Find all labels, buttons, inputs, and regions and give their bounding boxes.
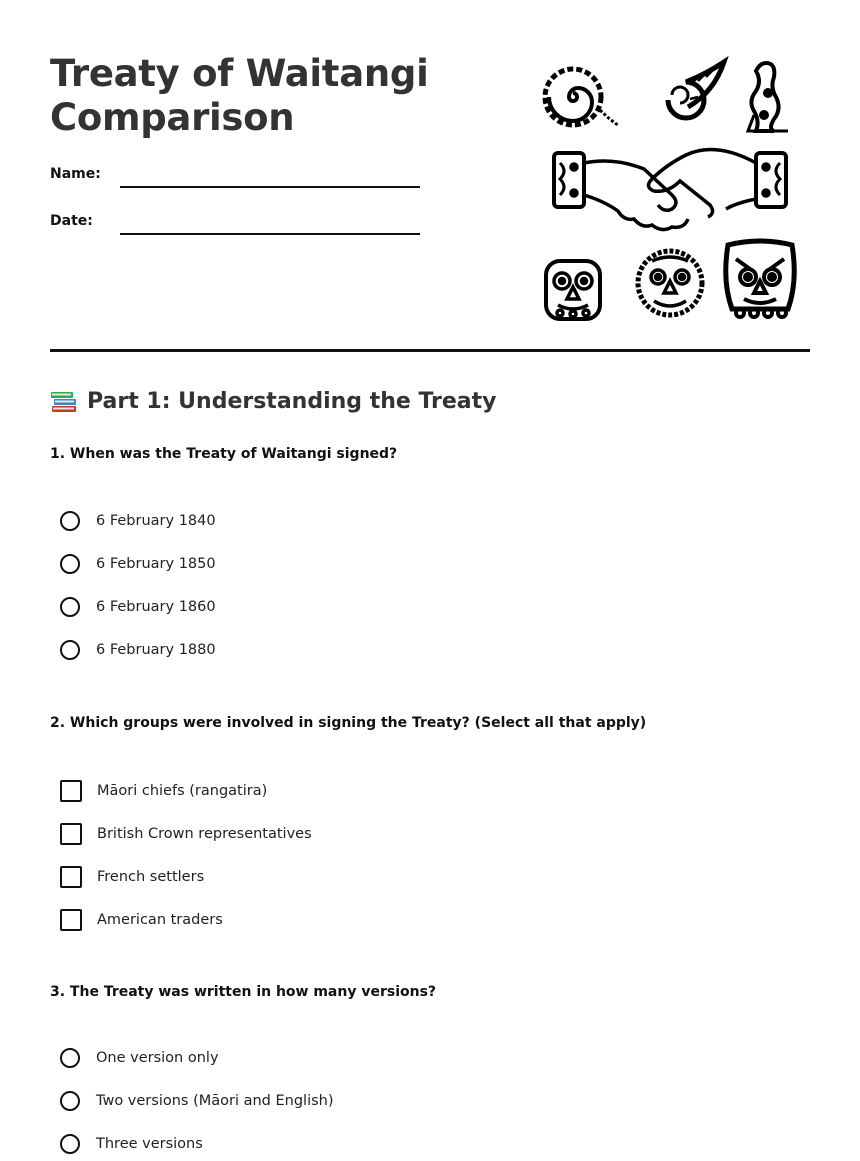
q2-option-4[interactable]: [60, 909, 223, 931]
round-mask-icon: [638, 251, 702, 315]
option-label: British Crown representatives: [97, 826, 312, 842]
date-field-line[interactable]: [120, 233, 420, 235]
koru-spiral-icon: [545, 69, 618, 125]
option-label: American traders: [97, 912, 223, 928]
radio-button[interactable]: [60, 511, 80, 531]
tiki-face-icon: [546, 261, 600, 319]
q3-option-3[interactable]: [60, 1134, 203, 1154]
option-label: Māori chiefs (rangatira): [97, 783, 268, 799]
radio-button[interactable]: [60, 1091, 80, 1111]
question-3: 3. The Treaty was written in how many versions?: [50, 984, 437, 1000]
q1-option-2[interactable]: [60, 554, 216, 574]
option-label: One version only: [96, 1050, 219, 1066]
question-1: 1. When was the Treaty of Waitangi signed?: [50, 446, 398, 462]
handshake-icon: [554, 150, 786, 230]
option-label: 6 February 1840: [96, 513, 216, 529]
radio-button[interactable]: [60, 1134, 80, 1154]
option-label: French settlers: [97, 869, 205, 885]
section-title: [50, 388, 497, 414]
option-label: 6 February 1860: [96, 599, 216, 615]
q1-option-4[interactable]: [60, 640, 216, 660]
date-label: Date:: [50, 213, 93, 229]
name-field-line[interactable]: [120, 186, 420, 188]
radio-button[interactable]: [60, 1048, 80, 1068]
question-2: 2. Which groups were involved in signing the Treaty? (Select all that apply): [50, 715, 647, 731]
q2-option-1[interactable]: [60, 780, 267, 802]
option-label: 6 February 1850: [96, 556, 216, 572]
option-label: Two versions (Māori and English): [96, 1093, 334, 1109]
header-divider: [50, 349, 810, 352]
page-title: [50, 52, 428, 140]
q3-option-2[interactable]: [60, 1091, 334, 1111]
carved-mask-icon: [726, 241, 795, 317]
checkbox[interactable]: [60, 909, 82, 931]
q2-option-3[interactable]: [60, 866, 204, 888]
fern-frond-icon: [668, 62, 724, 118]
carved-figure-icon: [748, 63, 788, 131]
q1-option-3[interactable]: [60, 597, 216, 617]
books-icon: [50, 388, 78, 414]
option-label: Three versions: [96, 1136, 203, 1152]
q3-option-1[interactable]: [60, 1048, 219, 1068]
q2-option-2[interactable]: [60, 823, 312, 845]
q1-option-1[interactable]: [60, 511, 216, 531]
checkbox[interactable]: [60, 866, 82, 888]
title-line-1: Treaty of Waitangi: [50, 52, 429, 95]
section-title-text: Part 1: Understanding the Treaty: [87, 388, 497, 414]
checkbox[interactable]: [60, 823, 82, 845]
name-label: Name:: [50, 166, 101, 182]
radio-button[interactable]: [60, 597, 80, 617]
title-line-2: Comparison: [50, 96, 295, 139]
header-artwork: [540, 55, 800, 325]
option-label: 6 February 1880: [96, 642, 216, 658]
radio-button[interactable]: [60, 554, 80, 574]
checkbox[interactable]: [60, 780, 82, 802]
radio-button[interactable]: [60, 640, 80, 660]
